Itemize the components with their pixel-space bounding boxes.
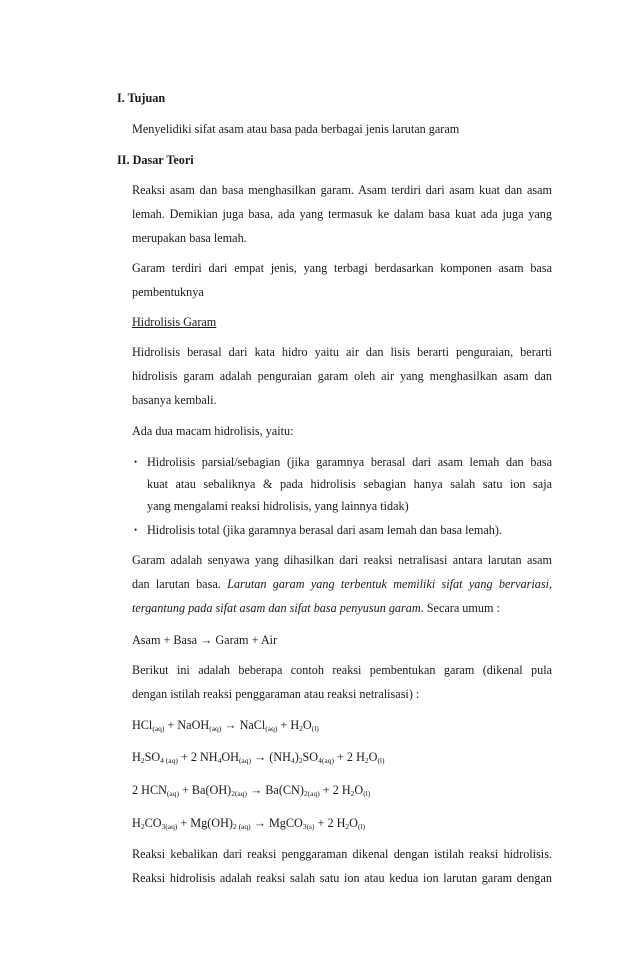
bullet-item-line: Hidrolisis parsial/sebagian (jika garamnya berasal dari asam lemah dan basa xyxy=(147,455,552,469)
paragraph-line: Garam terdiri dari empat jenis, yang terbagi berdasarkan komponen asam basa xyxy=(132,261,552,275)
paragraph-line: hidrolisis garam adalah penguraian garam oleh air yang menghasilkan asam dan xyxy=(132,369,552,383)
paragraph-line: Garam adalah senyawa yang dihasilkan dari reaksi netralisasi antara larutan asam xyxy=(132,553,552,567)
text-italic: Larutan garam yang terbentuk memiliki sifat yang bervariasi, xyxy=(227,577,553,591)
paragraph-line: dengan istilah reaksi penggaraman atau reaksi netralisasi) : xyxy=(132,687,420,701)
section-heading-dasar-teori: II. Dasar Teori xyxy=(117,153,194,167)
paragraph-line xyxy=(132,600,500,616)
text-normal: . Secara umum : xyxy=(420,601,500,615)
bullet-item-line: yang mengalami reaksi hidrolisis, yang lainnya tidak) xyxy=(147,499,409,513)
bullet-item-line: Hidrolisis total (jika garamnya berasal dari asam lemah dan basa lemah). xyxy=(147,523,503,537)
paragraph-line: Reaksi hidrolisis adalah reaksi salah satu ion atau kedua ion larutan garam dengan xyxy=(132,871,552,885)
paragraph-line: merupakan basa lemah. xyxy=(132,231,247,245)
bullet-icon: • xyxy=(134,457,138,467)
reaction-equation-4: $H_2CO_{3(aq)} + Mg(OH)_{2 (aq)}$ → MgCO$_{3(s)}$ + 2 $H_2O_{(l)}$ xyxy=(132,816,366,831)
text-normal: dan larutan basa. xyxy=(132,577,221,591)
paragraph-line: Ada dua macam hidrolisis, yaitu: xyxy=(132,424,294,438)
general-equation: Asam + Basa → Garam + Air xyxy=(132,633,278,647)
tujuan-text: Menyelidiki sifat asam atau basa pada berbagai jenis larutan garam xyxy=(132,122,460,136)
paragraph-line xyxy=(132,576,552,592)
paragraph-line: lemah. Demikian juga basa, ada yang termasuk ke dalam basa kuat ada juga yang xyxy=(132,207,552,221)
reaction-equation-1: HCl$_{(aq)}$ + NaOH$_{(aq)}$ → NaCl$_{(aq)}$ + $H_2O_{(l)}$ xyxy=(132,718,319,733)
reaction-equation-2: $H_2SO_{4 (aq)} + 2$ $NH_4OH_{(aq)} \to (NH_4)_2SO_{4(aq)} + 2$ $H_2O_{(l)}$ xyxy=(132,750,385,765)
subheading-hidrolisis-garam: Hidrolisis Garam xyxy=(132,315,217,329)
paragraph-line: basanya kembali. xyxy=(132,393,217,407)
paragraph-line: Hidrolisis berasal dari kata hidro yaitu air dan lisis berarti penguraian, berarti xyxy=(132,345,552,359)
text-italic: tergantung pada sifat asam dan sifat basa penyusun garam xyxy=(132,601,421,615)
bullet-item-line: kuat atau sebaliknya & pada hidrolisis sebagian hanya salah satu ion saja xyxy=(147,477,552,491)
section-heading-tujuan: I. Tujuan xyxy=(117,91,166,105)
paragraph-line: pembentuknya xyxy=(132,285,204,299)
bullet-icon: • xyxy=(134,525,138,535)
reaction-equation-3: 2 $HCN_{(aq)} + Ba(OH)_{2(aq)} \to Ba(CN)_{2(aq)} + 2$ $H_2O_{(l)}$ xyxy=(132,783,371,798)
paragraph-line: Reaksi kebalikan dari reaksi penggaraman dikenal dengan istilah reaksi hidrolisis. xyxy=(132,847,552,861)
paragraph-line: Berikut ini adalah beberapa contoh reaksi pembentukan garam (dikenal pula xyxy=(132,663,552,677)
paragraph-line: Reaksi asam dan basa menghasilkan garam. Asam terdiri dari asam kuat dan asam xyxy=(132,183,552,197)
